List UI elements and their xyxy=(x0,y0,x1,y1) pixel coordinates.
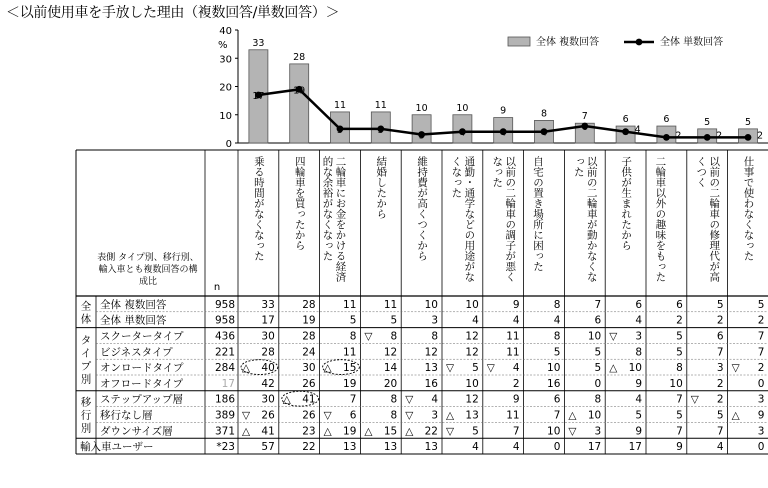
cell-value: 3 xyxy=(431,409,438,422)
row-n: *23 xyxy=(216,441,235,454)
cell-value: 2 xyxy=(676,314,683,327)
cell-value: 9 xyxy=(676,441,683,454)
column-header: 仕事で使わなくなった xyxy=(742,156,755,261)
cell-value: 5 xyxy=(594,362,602,375)
cell-value: 7 xyxy=(716,346,724,359)
cell-value: 2 xyxy=(512,377,520,390)
cell-value: 4 xyxy=(472,441,479,454)
bar-value-label: 5 xyxy=(704,116,711,128)
cell-value: 8 xyxy=(390,330,398,343)
cell-mark: △ xyxy=(323,425,332,438)
bar-value-label: 7 xyxy=(581,111,588,123)
line-value-label: 19 xyxy=(293,85,306,97)
bar-value-label: 8 xyxy=(540,108,548,120)
line-value-label: 6 xyxy=(581,122,588,134)
cell-value: 9 xyxy=(757,409,765,422)
column-header: 四輪車を買ったから xyxy=(293,156,306,251)
cell-value: 2 xyxy=(716,377,724,390)
cell-mark: △ xyxy=(405,425,414,438)
row-label: 全体 単数回答 xyxy=(100,314,167,327)
cell-mark: ▽ xyxy=(731,362,740,375)
cell-value: 6 xyxy=(553,393,561,406)
cell-value: 22 xyxy=(302,441,316,454)
cell-value: 17 xyxy=(587,441,602,454)
cell-value: 7 xyxy=(553,409,561,422)
row-n: 436 xyxy=(214,330,235,343)
cell-value: 8 xyxy=(431,330,438,343)
cell-value: 5 xyxy=(676,346,683,359)
line-value-label: 2 xyxy=(756,130,764,142)
cell-value: 10 xyxy=(547,362,561,375)
row-n: 389 xyxy=(214,409,235,422)
cell-value: 3 xyxy=(716,362,724,375)
bar-value-label: 6 xyxy=(622,114,629,126)
row-n: 958 xyxy=(214,298,235,311)
bar-value-label: 11 xyxy=(333,99,347,111)
cell-value: 6 xyxy=(635,298,642,311)
cell-value: 6 xyxy=(594,314,602,327)
cell-value: 10 xyxy=(465,377,479,390)
cell-value: 2 xyxy=(757,314,765,327)
cell-mark: ▽ xyxy=(446,425,455,438)
cell-value: 5 xyxy=(472,362,479,375)
cell-value: 4 xyxy=(512,441,520,454)
cell-mark: ▽ xyxy=(364,330,373,343)
cell-value: 5 xyxy=(716,409,724,422)
row-n: 186 xyxy=(214,393,235,406)
cell-value: 12 xyxy=(424,346,438,359)
row-n: 17 xyxy=(221,377,235,390)
legend-bar-label: 全体 複数回答 xyxy=(536,37,600,48)
cell-value: 4 xyxy=(512,314,520,327)
cell-value: 15 xyxy=(343,362,357,375)
y-tick-label: 0 xyxy=(225,139,232,150)
cell-value: 2 xyxy=(716,314,724,327)
cell-value: 2 xyxy=(757,362,765,375)
cell-value: 5 xyxy=(349,314,357,327)
cell-value: 19 xyxy=(343,425,357,438)
cell-value: 26 xyxy=(302,409,316,422)
cell-value: 4 xyxy=(472,314,479,327)
column-header: 通勤・通学などの用途がなくなった xyxy=(450,156,476,282)
row-label: オンロードタイプ xyxy=(100,362,184,375)
cell-value: 30 xyxy=(302,362,316,375)
column-header: 結婚したから xyxy=(375,156,388,219)
cell-value: 11 xyxy=(343,346,357,359)
column-header: 以前の二輪車の修理代が高くつく xyxy=(695,156,721,282)
row-n: 371 xyxy=(214,425,235,438)
group-label-char: 全 xyxy=(80,300,92,313)
cell-value: 6 xyxy=(676,298,683,311)
cell-value: 5 xyxy=(757,298,765,311)
group-label-char: 体 xyxy=(80,313,92,326)
table-corner-label: 表側 タイプ別、移行別、輸入車とも複数回答の構成比 xyxy=(97,253,199,287)
bar-value-label: 11 xyxy=(374,99,387,111)
row-label: スクータータイプ xyxy=(100,330,184,343)
bar-value-label: 6 xyxy=(663,114,670,126)
cell-value: 26 xyxy=(261,409,275,422)
cell-value: 13 xyxy=(424,362,438,375)
cell-value: 3 xyxy=(757,425,765,438)
cell-value: 42 xyxy=(261,377,275,390)
cell-value: 24 xyxy=(302,346,316,359)
y-tick-label: 30 xyxy=(219,54,232,66)
cell-value: 12 xyxy=(383,346,398,359)
bar-value-label: 33 xyxy=(252,37,265,49)
line-value-label: 5 xyxy=(377,124,384,136)
group-label-char: タ xyxy=(80,334,92,347)
cell-value: 8 xyxy=(635,346,642,359)
cell-value: 7 xyxy=(757,330,765,343)
row-n: 958 xyxy=(214,314,235,327)
cell-value: 2 xyxy=(716,393,724,406)
cell-value: 6 xyxy=(349,409,357,422)
cell-mark: △ xyxy=(364,425,373,438)
cell-value: 12 xyxy=(465,330,479,343)
cell-value: 0 xyxy=(757,441,765,454)
line-value-label: 2 xyxy=(675,130,682,142)
cell-value: 0 xyxy=(553,441,561,454)
cell-value: 9 xyxy=(512,298,520,311)
row-label: 輸入車ユーザー xyxy=(80,441,154,454)
column-header: 乗る時間がなくなった xyxy=(252,156,265,261)
cell-mark: ▽ xyxy=(323,409,332,422)
cell-mark: ▽ xyxy=(242,409,251,422)
cell-value: 20 xyxy=(383,377,398,390)
cell-value: 13 xyxy=(465,409,479,422)
row-label: ステップアップ層 xyxy=(100,393,184,406)
cell-mark: △ xyxy=(568,409,577,422)
cell-value: 4 xyxy=(553,314,561,327)
line-value-label: 4 xyxy=(459,127,466,139)
cell-value: 8 xyxy=(390,393,398,406)
line-value-label: 3 xyxy=(418,130,425,142)
group-label-char: 別 xyxy=(80,373,92,386)
column-header: 以前の二輪車が動かなくなった xyxy=(572,156,598,282)
cell-value: 26 xyxy=(302,377,316,390)
cell-value: 10 xyxy=(587,409,602,422)
cell-value: 8 xyxy=(594,393,602,406)
cell-value: 7 xyxy=(349,393,357,406)
cell-value: 22 xyxy=(424,425,438,438)
y-unit-label: % xyxy=(218,40,228,52)
line-value-label: 4 xyxy=(540,127,548,139)
cell-value: 4 xyxy=(635,314,642,327)
cell-value: 9 xyxy=(635,377,642,390)
cell-value: 14 xyxy=(383,362,398,375)
column-header: 以前の二輪車の調子が悪くなった xyxy=(491,156,517,282)
cell-value: 13 xyxy=(383,441,398,454)
column-header: 二輪車以外の趣味をもった xyxy=(654,156,667,282)
group-label-char: イ xyxy=(80,347,92,360)
row-label: オフロードタイプ xyxy=(100,377,184,390)
cell-value: 12 xyxy=(465,393,479,406)
cell-value: 4 xyxy=(635,393,642,406)
cell-value: 11 xyxy=(383,298,398,311)
cell-value: 16 xyxy=(424,377,438,390)
cell-value: 17 xyxy=(628,441,642,454)
cell-value: 7 xyxy=(676,393,683,406)
bar-value-label: 10 xyxy=(415,102,428,114)
cell-mark: ▽ xyxy=(690,393,699,406)
cell-value: 30 xyxy=(261,330,275,343)
y-tick-label: 20 xyxy=(219,82,232,94)
row-n: 284 xyxy=(214,362,235,375)
cell-value: 5 xyxy=(390,314,398,327)
cell-value: 7 xyxy=(757,346,765,359)
row-label: 全体 複数回答 xyxy=(100,298,167,311)
column-header: 子供が生まれたから xyxy=(620,156,633,251)
cell-value: 5 xyxy=(716,298,724,311)
cell-value: 7 xyxy=(594,298,602,311)
cell-value: 15 xyxy=(383,425,398,438)
line-value-label: 5 xyxy=(336,124,344,136)
cell-value: 5 xyxy=(635,409,642,422)
cell-value: 8 xyxy=(553,298,561,311)
cell-value: 0 xyxy=(757,377,765,390)
cell-value: 0 xyxy=(594,377,602,390)
cell-value: 10 xyxy=(628,362,642,375)
row-n: 221 xyxy=(214,346,235,359)
cell-mark: △ xyxy=(323,362,332,375)
cell-value: 5 xyxy=(676,330,683,343)
line-value-label: 4 xyxy=(634,124,641,136)
group-label-char: プ xyxy=(80,360,92,373)
cell-mark: ▽ xyxy=(405,409,414,422)
cell-mark: ▽ xyxy=(405,393,414,406)
cell-value: 10 xyxy=(424,298,438,311)
cell-mark: △ xyxy=(446,409,455,422)
cell-value: 10 xyxy=(669,377,683,390)
cell-value: 3 xyxy=(635,330,642,343)
cell-mark: △ xyxy=(731,409,740,422)
cell-value: 7 xyxy=(512,425,520,438)
cell-mark: △ xyxy=(242,425,251,438)
cell-value: 4 xyxy=(716,441,724,454)
column-header: 自宅の置き場所に困った xyxy=(532,156,544,272)
cell-value: 5 xyxy=(472,425,479,438)
cell-value: 33 xyxy=(261,298,275,311)
cell-mark: △ xyxy=(282,393,291,406)
group-label-char: 別 xyxy=(80,422,92,435)
cell-value: 8 xyxy=(553,330,561,343)
cell-value: 17 xyxy=(261,314,275,327)
cell-value: 11 xyxy=(506,409,520,422)
row-label: ダウンサイズ層 xyxy=(100,425,173,438)
cell-value: 12 xyxy=(465,346,479,359)
cell-value: 3 xyxy=(594,425,602,438)
cell-value: 8 xyxy=(390,409,398,422)
cell-value: 10 xyxy=(547,425,561,438)
cell-mark: △ xyxy=(609,362,618,375)
cell-value: 41 xyxy=(261,425,275,438)
cell-value: 28 xyxy=(302,330,316,343)
line-value-label: 2 xyxy=(716,130,723,142)
y-tick-label: 40 xyxy=(219,26,232,37)
row-label: ビジネスタイプ xyxy=(100,346,173,359)
cell-value: 4 xyxy=(431,393,438,406)
bar-value-label: 5 xyxy=(744,116,752,128)
cell-value: 8 xyxy=(349,330,357,343)
group-label-char: 行 xyxy=(80,409,92,422)
cell-value: 5 xyxy=(676,409,683,422)
cell-value: 11 xyxy=(506,346,520,359)
cell-value: 11 xyxy=(343,298,357,311)
cell-mark: △ xyxy=(242,362,251,375)
cell-value: 13 xyxy=(343,441,357,454)
cell-value: 41 xyxy=(302,393,316,406)
y-tick-label: 10 xyxy=(219,110,232,122)
bar-value-label: 9 xyxy=(500,105,507,117)
cell-value: 5 xyxy=(594,346,602,359)
cell-mark: ▽ xyxy=(446,362,455,375)
column-header: 二輪車にお金をかける経済的な余裕がなくなった xyxy=(321,156,347,282)
bar-value-label: 10 xyxy=(456,102,469,114)
cell-value: 28 xyxy=(302,298,316,311)
cell-value: 10 xyxy=(587,330,602,343)
cell-value: 7 xyxy=(716,425,724,438)
cell-mark: ▽ xyxy=(609,330,618,343)
cell-value: 7 xyxy=(676,425,683,438)
cell-value: 9 xyxy=(512,393,520,406)
cell-mark: ▽ xyxy=(486,362,495,375)
cell-value: 57 xyxy=(261,441,275,454)
cell-value: 3 xyxy=(431,314,438,327)
row-label: 移行なし層 xyxy=(100,409,153,422)
line-value-label: 4 xyxy=(500,127,507,139)
cell-value: 30 xyxy=(261,393,275,406)
page-title: ＜以前使用車を手放した理由（複数回答/単数回答）＞ xyxy=(6,5,340,21)
cell-value: 3 xyxy=(757,393,765,406)
cell-value: 13 xyxy=(424,441,438,454)
cell-value: 4 xyxy=(512,362,520,375)
cell-value: 23 xyxy=(302,425,316,438)
cell-value: 40 xyxy=(261,362,275,375)
cell-value: 28 xyxy=(261,346,275,359)
cell-value: 19 xyxy=(343,377,357,390)
cell-value: 11 xyxy=(506,330,520,343)
column-header: 維持費が高くつくから xyxy=(416,156,429,261)
bar-value-label: 28 xyxy=(293,51,306,63)
cell-value: 16 xyxy=(547,377,561,390)
group-label-char: 移 xyxy=(80,396,92,409)
cell-value: 5 xyxy=(553,346,561,359)
cell-value: 19 xyxy=(302,314,316,327)
cell-value: 8 xyxy=(676,362,683,375)
cell-value: 10 xyxy=(465,298,479,311)
cell-mark: ▽ xyxy=(568,425,577,438)
cell-value: 6 xyxy=(716,330,724,343)
cell-value: 9 xyxy=(635,425,642,438)
legend-line-label: 全体 単数回答 xyxy=(660,37,724,48)
n-header: n xyxy=(213,282,221,293)
line-value-label: 17 xyxy=(252,90,265,102)
